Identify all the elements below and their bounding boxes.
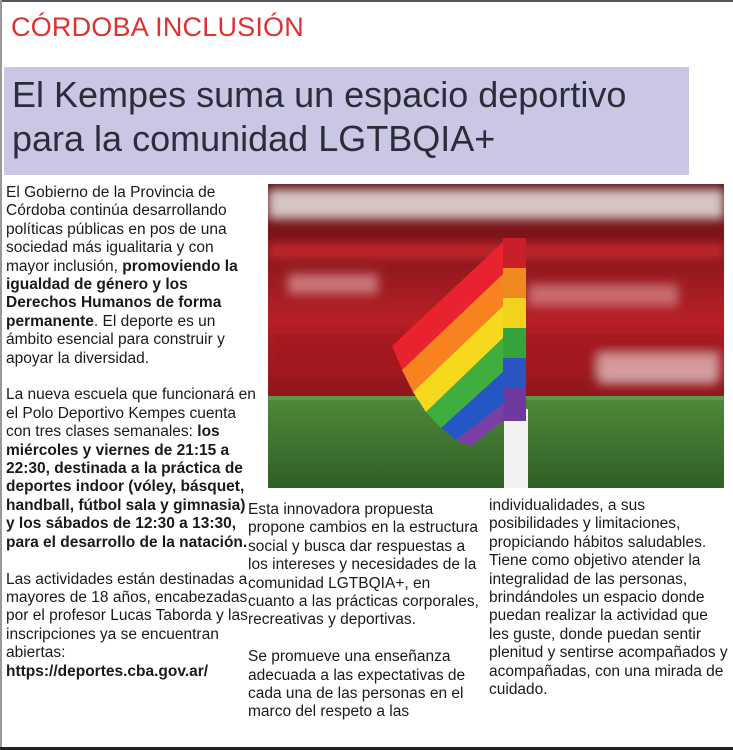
article-column-right [489,497,729,718]
enrollment-link[interactable]: https://deportes.cba.gov.ar/ [6,662,209,680]
paragraph-teaching: Se promueve una enseñanza adecuada a las expectativas de cada una de las personas en el marco del respeto a las [248,648,466,721]
paragraph-proposal: Esta innovadora propuesta propone cambios en la estructura social y busca dar respuestas a los intereses y necesidades de la comunidad LGTBQIA+, en cuanto a las prácticas corporales, recreativas y deportivas. [248,501,479,629]
paragraph-enrollment: Las actividades están destinadas a mayores de 18 años, encabezadas por el profesor Lucas Taborda y las inscripciones ya se encuentran abiertas: https://deportes.cba.gov.ar/ [6,570,248,680]
section-label: CÓRDOBA INCLUSIÓN [11,12,304,42]
rainbow-corner-flag-icon [268,184,724,488]
paragraph-intro: El Gobierno de la Provincia de Córdoba continúa desarrollando políticas públicas en pos de una sociedad más igualitaria y con mayor inclusión, promoviendo la igualdad de género y los Derechos Humanos de forma permanente. El deporte es un ámbito esencial para construir y apoyar la diversidad. [6,184,238,367]
article-column-middle [248,501,480,740]
paragraph-schedule: La nueva escuela que funcionará en el Polo Deportivo Kempes cuenta con tres clases semanales: los miércoles y viernes de 21:15 a 22:30, destinada a la práctica de deportes indoor (vóley, básquet, handball, fútbol sala y gimnasia) y los sábados de 12:30 a 13:30, para el desarrollo de la natación. [6,386,256,551]
top-border [0,0,733,2]
headline: El Kempes suma un espacio deportivo para la comunidad LGTBQIA+ [12,74,627,159]
left-border [0,0,2,750]
article-photo [268,184,724,488]
paragraph-objectives: individualidades, a sus posibilidades y limitaciones, propiciando hábitos saludables. Tiene como objetivo atender la integralidad de las personas, brindándoles un espacio donde puedan realizar la actividad que les guste, donde puedan sentir plenitud y sentirse acompañados y acompañadas, con una mirada de cuidado. [489,497,728,699]
article-column-left [6,184,256,699]
